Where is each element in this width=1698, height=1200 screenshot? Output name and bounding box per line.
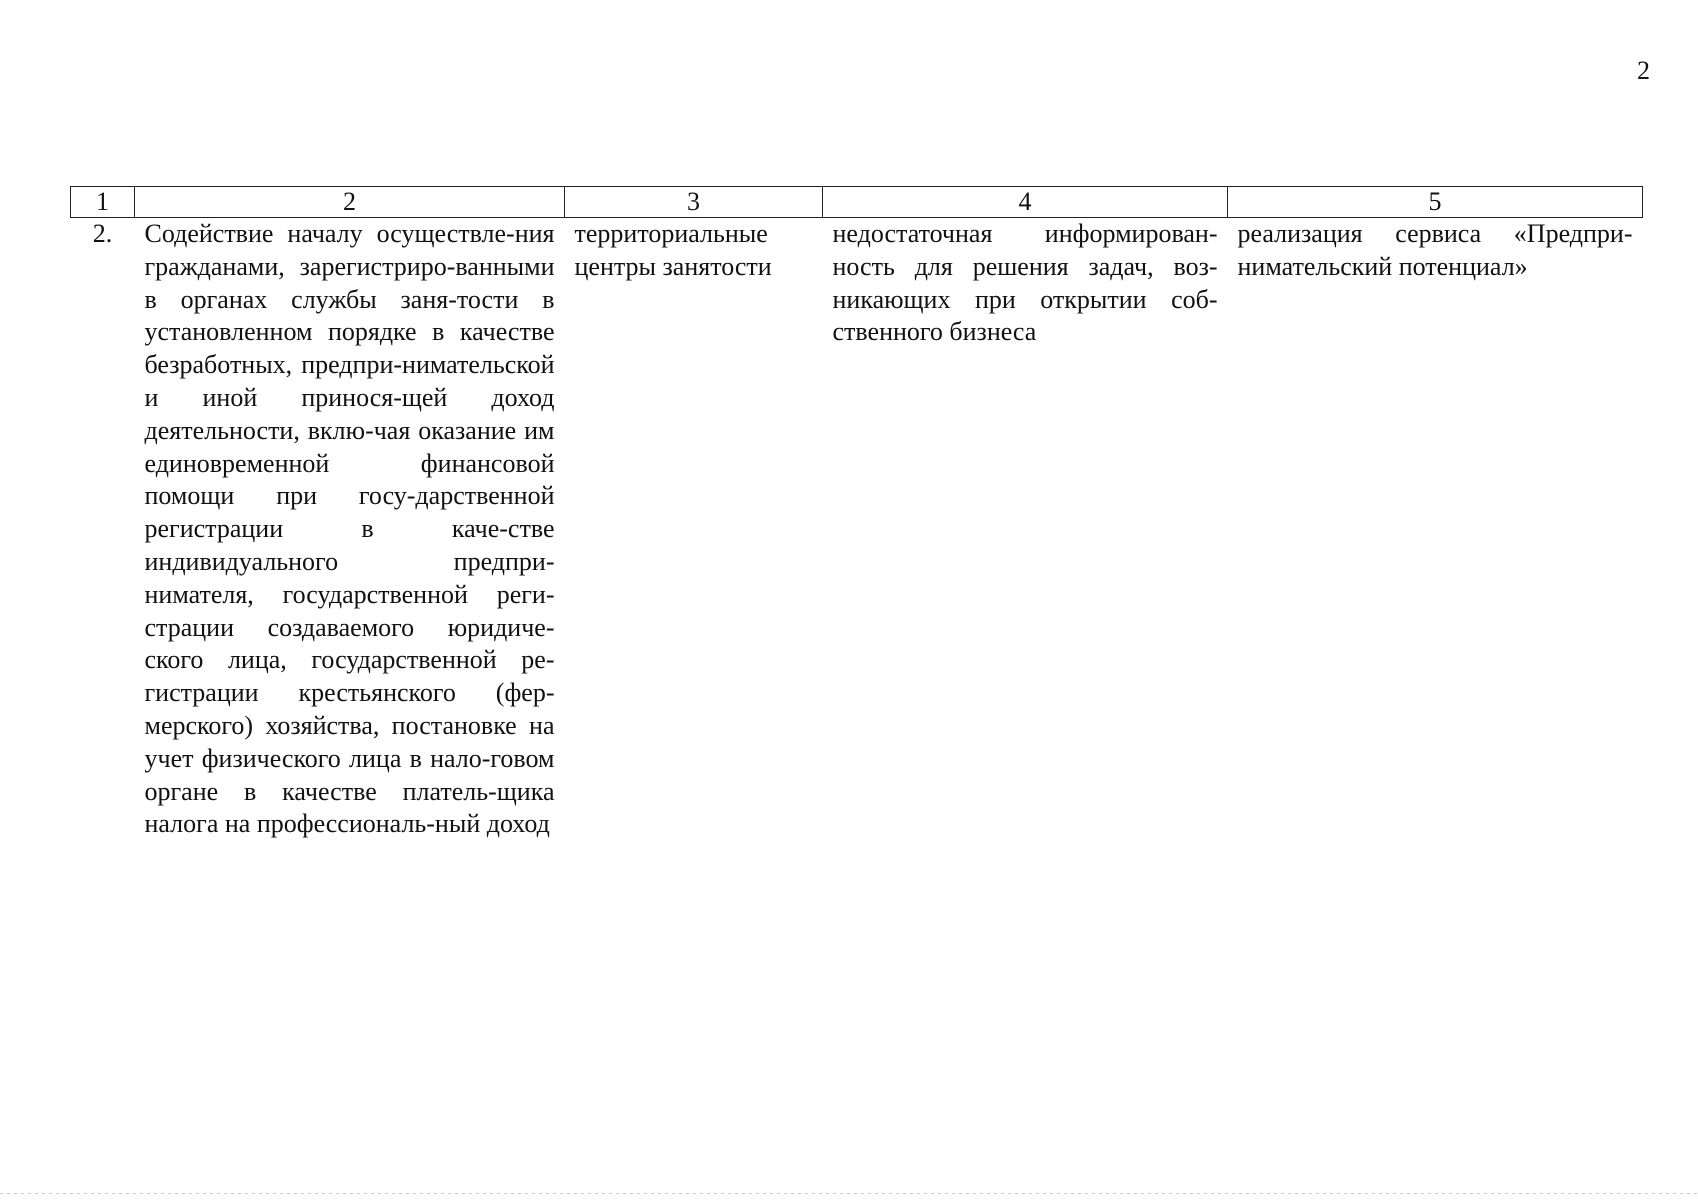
scan-edge-line — [0, 1193, 1698, 1194]
column-header-2: 2 — [135, 187, 565, 218]
document-table — [70, 186, 1643, 841]
solution-text: реализация сервиса «Предпри-нимательский потенциал» — [1237, 219, 1633, 281]
problem-description — [823, 218, 1228, 842]
column-header-5: 5 — [1228, 187, 1643, 218]
responsible-body — [565, 218, 823, 842]
responsible-text: территориальные центры занятости — [574, 219, 772, 281]
solution-description — [1228, 218, 1643, 842]
table-row — [71, 218, 1643, 842]
row-number: 2. — [92, 219, 113, 248]
table-header-row — [71, 187, 1643, 218]
measure-description — [135, 218, 565, 842]
problem-text: недостаточная информирован-ность для решения задач, воз-никающих при открытии соб-ственного бизнеса — [832, 219, 1218, 347]
page-number: 2 — [1637, 56, 1650, 85]
column-header-1: 1 — [71, 187, 135, 218]
column-header-4: 4 — [823, 187, 1228, 218]
column-header-3: 3 — [565, 187, 823, 218]
measure-text: Содействие началу осуществле-ния гражданами, зарегистриро-ванными в органах службы заня-тости в установленном порядке в качестве безработных, предпри-нимательской и иной принося-щей доход деятельности, вклю-чая оказание им единовременной финансовой помощи при госу-дарственной регистрации в каче-стве индивидуального предпри-нимателя, государственной реги-страции создаваемого юридиче-ского лица, государственной ре-гистрации крестьянского (фер-мерского) хозяйства, постановке на учет физического лица в нало-говом органе в качестве платель-щика налога на профессиональ-ный доход — [144, 219, 555, 839]
